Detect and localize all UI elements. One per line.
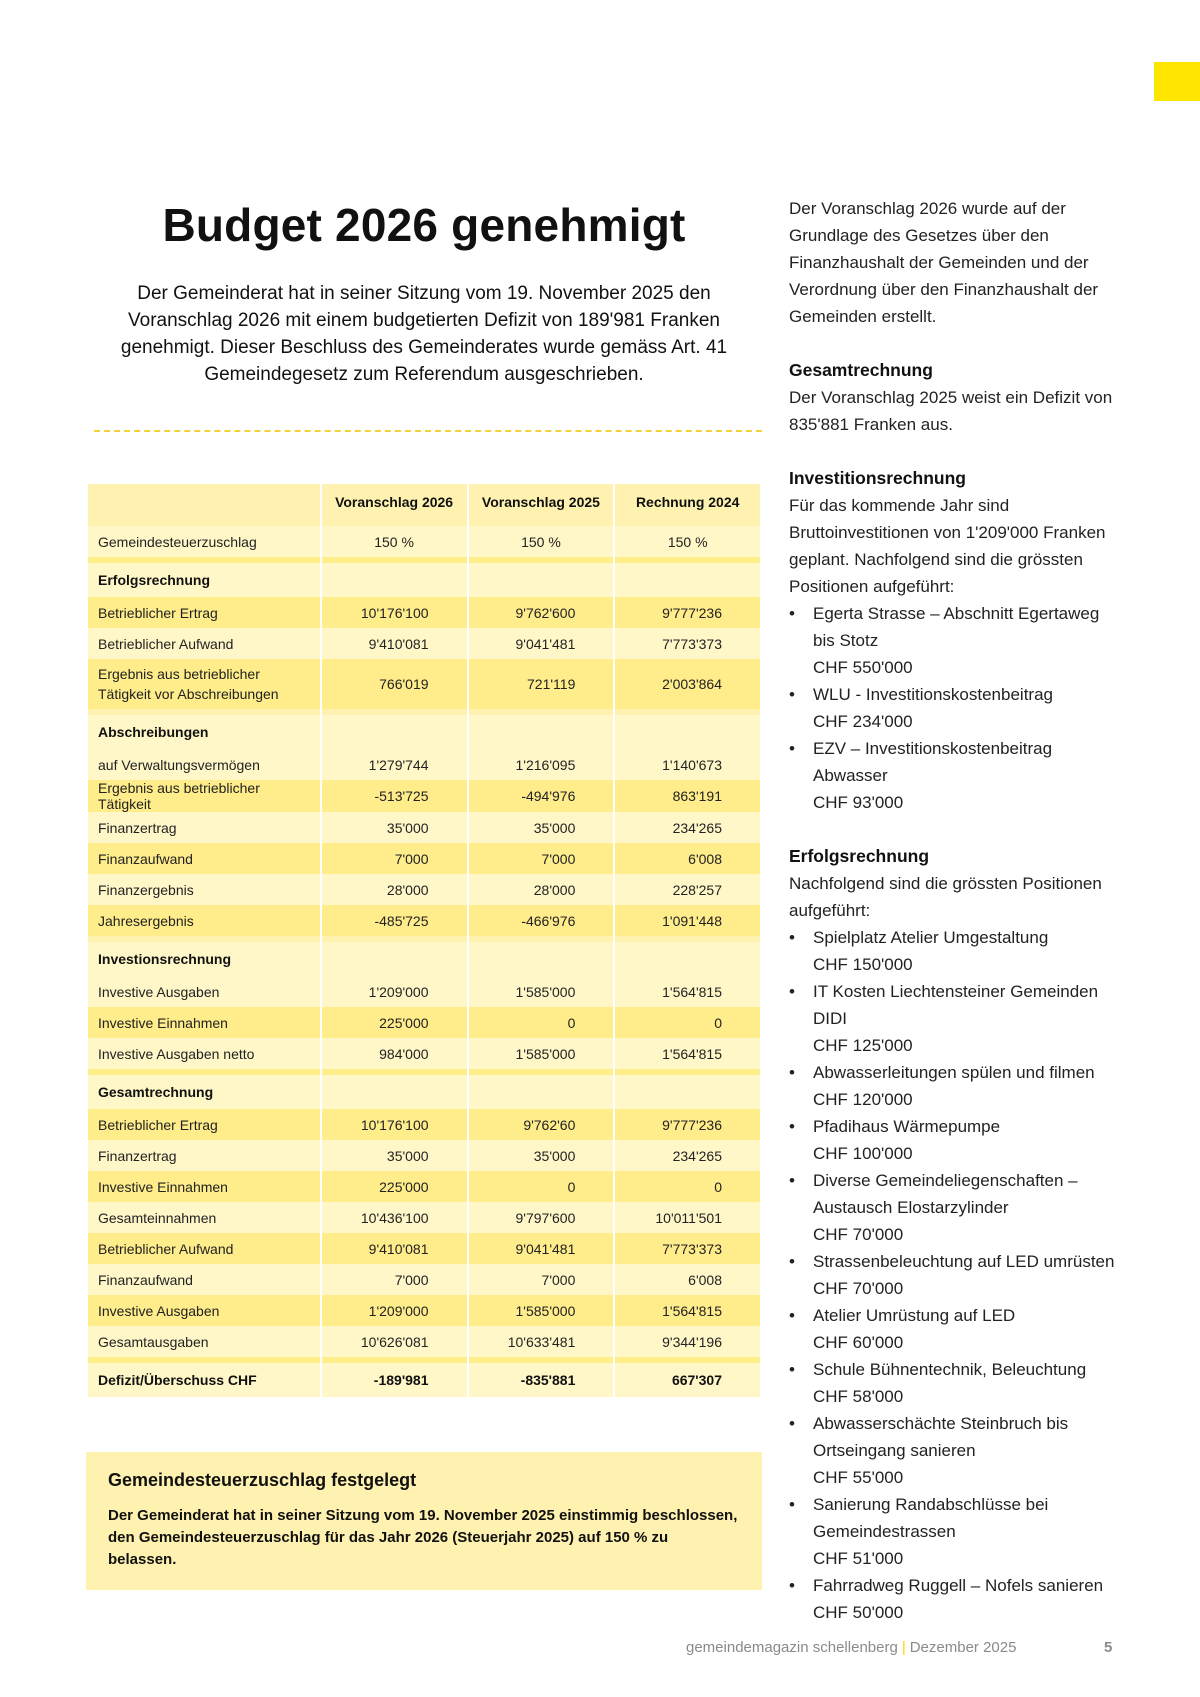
invest-list xyxy=(789,600,1119,816)
cell-value: 7'000 xyxy=(469,1264,614,1295)
table-row xyxy=(88,526,760,557)
section-text: Der Voranschlag 2025 weist ein Defizit von 835'881 Franken aus. xyxy=(789,388,1113,434)
cell-value: 10'011'501 xyxy=(615,1202,760,1233)
cell-value: 150 % xyxy=(615,526,760,557)
cell-value: 9'762'600 xyxy=(469,597,614,628)
table-row xyxy=(88,812,760,843)
list-item: • Fahrradweg Ruggell – Nofels sanieren CHF 50'000 xyxy=(789,1572,1119,1626)
intro-paragraph: Der Voranschlag 2026 wurde auf der Grundlage des Gesetzes über den Finanzhaushalt der Gemeinden und der Verordnung über den Finanzhaushalt der Gemeinden erstellt. xyxy=(789,199,1099,326)
section-row xyxy=(88,1075,760,1109)
cell-value: 1'585'000 xyxy=(469,1295,614,1326)
row-label: Ergebnis aus betrieblicher Tätigkeit vor Abschreibungen xyxy=(88,659,320,709)
table-row xyxy=(88,597,760,628)
table-row xyxy=(88,1202,760,1233)
cell-value: 150 % xyxy=(469,526,614,557)
row-label: Ergebnis aus betrieblicher Tätigkeit xyxy=(88,780,320,812)
cell-value: 7'000 xyxy=(469,843,614,874)
row-label: Betrieblicher Ertrag xyxy=(88,597,320,628)
list-item: • Schule Bühnentechnik, Beleuchtung CHF 58'000 xyxy=(789,1356,1119,1410)
cell-value: 35'000 xyxy=(322,812,467,843)
section-text: Für das kommende Jahr sind Bruttoinvestitionen von 1'209'000 Franken geplant. Nachfolgend sind die grössten Positionen aufgeführt: xyxy=(789,496,1106,596)
cell-value: 984'000 xyxy=(322,1038,467,1069)
table-row xyxy=(88,1264,760,1295)
footer-separator: | xyxy=(901,1639,906,1656)
row-label: Investive Einnahmen xyxy=(88,1007,320,1038)
cell-value: 225'000 xyxy=(322,1007,467,1038)
table-row xyxy=(88,659,760,709)
page-footer xyxy=(686,1639,1016,1656)
cell-value: -494'976 xyxy=(469,780,614,812)
column-header: Voranschlag 2025 xyxy=(469,484,614,520)
total-value: -189'981 xyxy=(322,1363,467,1397)
row-label: Betrieblicher Ertrag xyxy=(88,1109,320,1140)
cell-value: 9'041'481 xyxy=(469,628,614,659)
table-row xyxy=(88,749,760,780)
list-item: • Atelier Umrüstung auf LED CHF 60'000 xyxy=(789,1302,1119,1356)
list-item: • Diverse Gemeindeliegenschaften – Austausch Elostarzylinder CHF 70'000 xyxy=(789,1167,1119,1248)
total-row xyxy=(88,1363,760,1397)
cell-value: 225'000 xyxy=(322,1171,467,1202)
cell-value: 0 xyxy=(469,1171,614,1202)
cell-value: 150 % xyxy=(322,526,467,557)
table-row xyxy=(88,1140,760,1171)
row-label: Investive Ausgaben xyxy=(88,976,320,1007)
table-row xyxy=(88,1233,760,1264)
row-label: Betrieblicher Aufwand xyxy=(88,628,320,659)
dashed-divider xyxy=(94,430,762,432)
column-header: Rechnung 2024 xyxy=(615,484,760,520)
section-row xyxy=(88,563,760,597)
cell-value: 1'209'000 xyxy=(322,976,467,1007)
list-item: • Strassenbeleuchtung auf LED umrüsten CHF 70'000 xyxy=(789,1248,1119,1302)
cell-value: 863'191 xyxy=(615,780,760,812)
right-column xyxy=(789,195,1119,1626)
section-label: Investionsrechnung xyxy=(88,942,320,976)
section-row xyxy=(88,942,760,976)
total-value: -835'881 xyxy=(469,1363,614,1397)
cell-value: 228'257 xyxy=(615,874,760,905)
cell-value: 9'777'236 xyxy=(615,597,760,628)
table-row xyxy=(88,1326,760,1357)
list-item: • EZV – Investitionskostenbeitrag Abwasser CHF 93'000 xyxy=(789,735,1119,816)
info-box-title: Gemeindesteuerzuschlag festgelegt xyxy=(108,1470,417,1490)
budget-table xyxy=(86,484,762,1397)
row-label: Betrieblicher Aufwand xyxy=(88,1233,320,1264)
section-text: Nachfolgend sind die grössten Positionen aufgeführt: xyxy=(789,874,1102,920)
list-item: • Sanierung Randabschlüsse bei Gemeindestrassen CHF 51'000 xyxy=(789,1491,1119,1572)
section-row xyxy=(88,715,760,749)
cell-value: 766'019 xyxy=(322,659,467,709)
cell-value: 9'041'481 xyxy=(469,1233,614,1264)
cell-value: 7'773'373 xyxy=(615,628,760,659)
cell-value: 10'626'081 xyxy=(322,1326,467,1357)
cell-value: 9'410'081 xyxy=(322,628,467,659)
magazine-name: gemeindemagazin schellenberg xyxy=(686,1639,898,1656)
cell-value: 35'000 xyxy=(322,1140,467,1171)
row-label: Finanzertrag xyxy=(88,812,320,843)
cell-value: 9'797'600 xyxy=(469,1202,614,1233)
row-label: Investive Ausgaben netto xyxy=(88,1038,320,1069)
table-row xyxy=(88,1038,760,1069)
list-item: • WLU - Investitionskostenbeitrag CHF 234'000 xyxy=(789,681,1119,735)
erfolg-list xyxy=(789,924,1119,1626)
total-value: 667'307 xyxy=(615,1363,760,1397)
cell-value: 0 xyxy=(615,1007,760,1038)
row-label: Gesamtausgaben xyxy=(88,1326,320,1357)
lead-paragraph: Der Gemeinderat hat in seiner Sitzung vom 19. November 2025 den Voranschlag 2026 mit einem budgetierten Defizit von 189'981 Franken genehmigt. Dieser Beschluss des Gemeinderates wurde gemäss Art. 41 Gemeindegesetz zum Referendum ausgeschrieben. xyxy=(120,283,728,385)
row-label: Gesamteinnahmen xyxy=(88,1202,320,1233)
row-label: Finanzaufwand xyxy=(88,1264,320,1295)
table-header-row xyxy=(88,484,760,520)
section-label: Abschreibungen xyxy=(88,715,320,749)
corner-color-tab xyxy=(1154,62,1200,101)
row-label: Jahresergebnis xyxy=(88,905,320,936)
table-row xyxy=(88,976,760,1007)
section-heading: Gesamtrechnung xyxy=(789,360,933,380)
info-box xyxy=(86,1452,762,1590)
row-label: auf Verwaltungsvermögen xyxy=(88,749,320,780)
table-row xyxy=(88,1109,760,1140)
cell-value: -466'976 xyxy=(469,905,614,936)
cell-value: 10'176'100 xyxy=(322,1109,467,1140)
cell-value: 10'436'100 xyxy=(322,1202,467,1233)
cell-value: 35'000 xyxy=(469,812,614,843)
table-row xyxy=(88,1295,760,1326)
row-label: Finanzergebnis xyxy=(88,874,320,905)
cell-value: 1'216'095 xyxy=(469,749,614,780)
total-label: Defizit/Überschuss CHF xyxy=(88,1363,320,1397)
cell-value: 7'773'373 xyxy=(615,1233,760,1264)
section-label: Gesamtrechnung xyxy=(88,1075,320,1109)
cell-value: 28'000 xyxy=(469,874,614,905)
cell-value: 9'344'196 xyxy=(615,1326,760,1357)
cell-value: 1'564'815 xyxy=(615,1038,760,1069)
cell-value: 0 xyxy=(615,1171,760,1202)
info-box-text: Der Gemeinderat hat in seiner Sitzung vom 19. November 2025 einstimmig beschlossen, den Gemeindesteuerzuschlag für das Jahr 2026 (Steuerjahr 2025) auf 150 % zu belassen. xyxy=(108,1507,738,1568)
table-row xyxy=(88,1007,760,1038)
cell-value: 7'000 xyxy=(322,1264,467,1295)
row-label: Investive Ausgaben xyxy=(88,1295,320,1326)
cell-value: 9'777'236 xyxy=(615,1109,760,1140)
row-label: Finanzertrag xyxy=(88,1140,320,1171)
list-item: • Abwasserschächte Steinbruch bis Ortseingang sanieren CHF 55'000 xyxy=(789,1410,1119,1491)
cell-value: 234'265 xyxy=(615,1140,760,1171)
list-item: • Egerta Strasse – Abschnitt Egertaweg bis Stotz CHF 550'000 xyxy=(789,600,1119,681)
column-header: Voranschlag 2026 xyxy=(322,484,467,520)
list-item: • Abwasserleitungen spülen und filmen CHF 120'000 xyxy=(789,1059,1119,1113)
section-label: Erfolgsrechnung xyxy=(88,563,320,597)
page-number: 5 xyxy=(1104,1639,1113,1656)
issue-date: Dezember 2025 xyxy=(909,1639,1017,1656)
cell-value: -485'725 xyxy=(322,905,467,936)
cell-value: 7'000 xyxy=(322,843,467,874)
section-heading: Erfolgsrechnung xyxy=(789,846,930,866)
row-label: Investive Einnahmen xyxy=(88,1171,320,1202)
list-item: • Pfadihaus Wärmepumpe CHF 100'000 xyxy=(789,1113,1119,1167)
table-row xyxy=(88,905,760,936)
cell-value: 6'008 xyxy=(615,1264,760,1295)
row-label: Gemeindesteuerzuschlag xyxy=(88,526,320,557)
cell-value: 9'410'081 xyxy=(322,1233,467,1264)
page-title: Budget 2026 genehmigt xyxy=(162,199,686,251)
cell-value: 28'000 xyxy=(322,874,467,905)
cell-value: 1'279'744 xyxy=(322,749,467,780)
cell-value: 35'000 xyxy=(469,1140,614,1171)
cell-value: 0 xyxy=(469,1007,614,1038)
table-row xyxy=(88,1171,760,1202)
table-row xyxy=(88,843,760,874)
table-row xyxy=(88,874,760,905)
cell-value: 1'564'815 xyxy=(615,1295,760,1326)
article-header xyxy=(86,190,762,388)
cell-value: 2'003'864 xyxy=(615,659,760,709)
cell-value: 1'140'673 xyxy=(615,749,760,780)
table-row xyxy=(88,628,760,659)
row-label: Finanzaufwand xyxy=(88,843,320,874)
cell-value: 1'585'000 xyxy=(469,1038,614,1069)
list-item: • Spielplatz Atelier Umgestaltung CHF 150'000 xyxy=(789,924,1119,978)
cell-value: 1'564'815 xyxy=(615,976,760,1007)
cell-value: 6'008 xyxy=(615,843,760,874)
list-item: • IT Kosten Liechtensteiner Gemeinden DIDI CHF 125'000 xyxy=(789,978,1119,1059)
cell-value: 10'633'481 xyxy=(469,1326,614,1357)
cell-value: 9'762'60 xyxy=(469,1109,614,1140)
cell-value: 1'585'000 xyxy=(469,976,614,1007)
table-row xyxy=(88,780,760,812)
cell-value: 1'209'000 xyxy=(322,1295,467,1326)
cell-value: -513'725 xyxy=(322,780,467,812)
cell-value: 10'176'100 xyxy=(322,597,467,628)
cell-value: 1'091'448 xyxy=(615,905,760,936)
cell-value: 234'265 xyxy=(615,812,760,843)
cell-value: 721'119 xyxy=(469,659,614,709)
section-heading: Investitionsrechnung xyxy=(789,468,966,488)
